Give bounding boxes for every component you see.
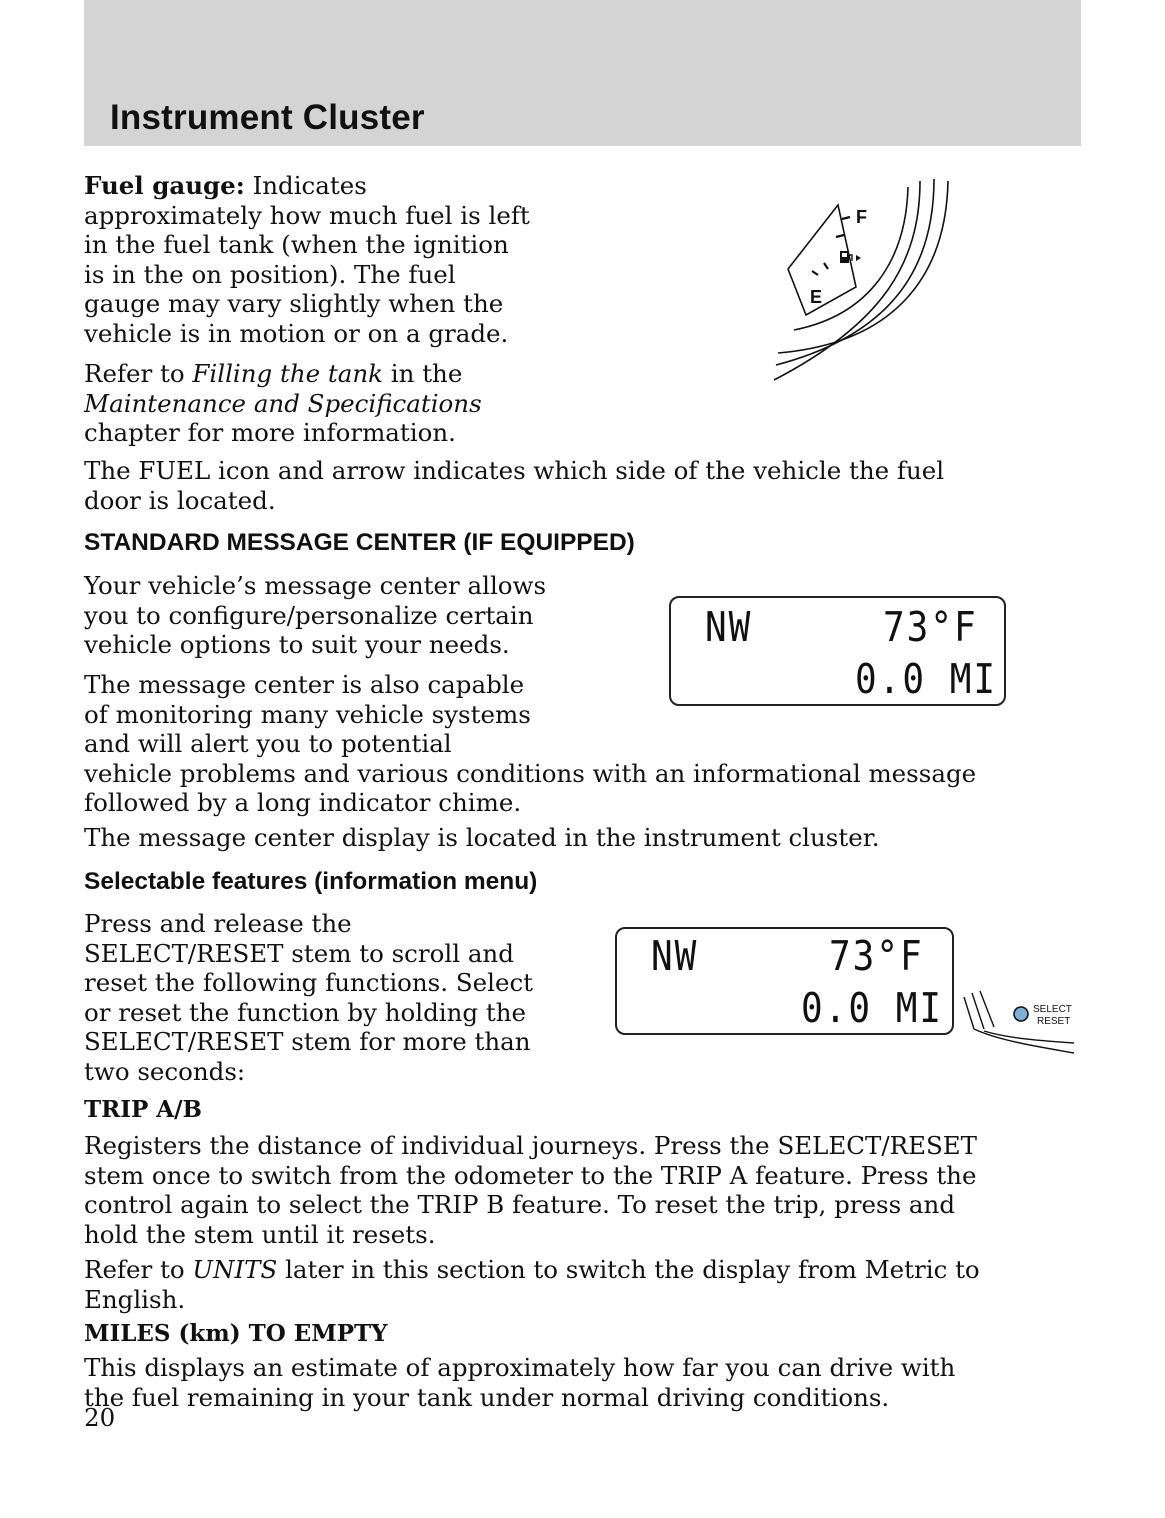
select-reset-stem-illustration — [960, 985, 1080, 1060]
fuel-lead: Fuel gauge: — [84, 171, 245, 200]
sel-line: or reset the function by holding the — [84, 997, 526, 1027]
distance-readout: 0.0 MI — [855, 656, 998, 704]
fuel-refer-paragraph — [84, 359, 482, 448]
refer-end: English. — [84, 1284, 186, 1314]
selectable-features-heading: Selectable features (information menu) — [84, 868, 538, 895]
fuel-line: vehicle is in motion or on a grade. — [84, 318, 509, 348]
page-number: 20 — [84, 1403, 116, 1432]
trip-line: control again to select the TRIP B feature. To reset the trip, press and — [84, 1190, 956, 1219]
sel-line: SELECT/RESET stem for more than — [84, 1027, 531, 1056]
gauge-tick — [836, 235, 844, 237]
message-center-display — [669, 596, 1006, 706]
gauge-empty-label: E — [810, 287, 823, 307]
selectable-p1 — [84, 909, 533, 1086]
refer-filling-the-tank: Filling the tank — [192, 359, 383, 388]
page-title: Instrument Cluster — [110, 98, 425, 137]
refer-prefix: Refer to — [84, 1255, 193, 1284]
sel-line: reset the following functions. Select — [84, 968, 534, 997]
fuel-paragraph — [84, 171, 530, 348]
refer-suffix: later in this section to switch the display from Metric to — [277, 1255, 980, 1284]
message-center-p1 — [84, 571, 546, 660]
fuel-gauge-illustration — [770, 175, 960, 385]
gauge-tick — [812, 271, 818, 275]
gauge-tick — [824, 263, 828, 269]
trip-line: hold the stem until it resets. — [84, 1219, 436, 1249]
trip-line: stem once to switch from the odometer to the TRIP A feature. Press the — [84, 1160, 977, 1190]
refer-end: chapter for more information. — [84, 418, 456, 447]
sel-line: SELECT/RESET stem to scroll and — [84, 938, 514, 968]
fuel-icon-line: The FUEL icon and arrow indicates which side of the vehicle the fuel — [84, 456, 945, 485]
dte-heading: MILES (km) TO EMPTY — [84, 1320, 388, 1347]
fuel-icon-paragraph — [84, 456, 944, 515]
compass-readout: NW — [651, 933, 699, 981]
mc-line: vehicle options to suit your needs. — [84, 630, 510, 659]
fuel-line: gauge may vary slightly when the — [84, 289, 504, 318]
distance-readout: 0.0 MI — [801, 985, 944, 1033]
mc-line: you to configure/personalize certain — [84, 600, 534, 630]
gauge-full-label: F — [856, 207, 867, 227]
sel-line: Press and release the — [84, 909, 352, 938]
mc-line: followed by a long indicator chime. — [84, 788, 522, 817]
trip-refer-paragraph — [84, 1255, 980, 1314]
select-label: SELECT — [1033, 1004, 1072, 1015]
fuel-door-arrow-icon — [856, 255, 861, 261]
fuel-icon-line: door is located. — [84, 485, 276, 515]
message-center-display-2 — [615, 927, 954, 1035]
mc-line: Your vehicle’s message center allows — [84, 571, 547, 600]
mc-line: of monitoring many vehicle systems — [84, 699, 531, 729]
dte-p1 — [84, 1353, 955, 1412]
select-reset-button-icon[interactable] — [1014, 1007, 1028, 1021]
message-center-heading: STANDARD MESSAGE CENTER (IF EQUIPPED) — [84, 529, 635, 556]
compass-readout: NW — [705, 604, 753, 652]
dte-line: This displays an estimate of approximately how far you can drive with — [84, 1353, 956, 1382]
fuel-line: Indicates — [252, 171, 367, 200]
refer-units: UNITS — [192, 1255, 278, 1284]
gauge-tick — [842, 217, 850, 219]
mc-line: and will alert you to potential — [84, 729, 452, 758]
refer-mid: in the — [383, 359, 463, 388]
temperature-readout: 73°F — [829, 933, 924, 981]
refer-prefix: Refer to — [84, 359, 193, 388]
dte-line: the fuel remaining in your tank under normal driving conditions. — [84, 1382, 890, 1412]
mc-line: vehicle problems and various conditions with an informational message — [84, 758, 977, 788]
trip-p1 — [84, 1131, 977, 1249]
refer-maintenance-chapter: Maintenance and Specifications — [84, 388, 482, 418]
temperature-readout: 73°F — [883, 604, 978, 652]
mc-line: The message center is also capable — [84, 670, 525, 699]
fuel-line: in the fuel tank (when the ignition — [84, 230, 509, 259]
trip-line: Registers the distance of individual journeys. Press the SELECT/RESET — [84, 1131, 977, 1160]
fuel-line: is in the on position). The fuel — [84, 259, 456, 289]
reset-label: RESET — [1037, 1016, 1071, 1027]
sel-line: two seconds: — [84, 1056, 246, 1086]
trip-heading: TRIP A/B — [84, 1096, 202, 1123]
fuel-line: approximately how much fuel is left — [84, 200, 530, 230]
message-center-p3: The message center display is located in the instrument cluster. — [84, 823, 880, 852]
